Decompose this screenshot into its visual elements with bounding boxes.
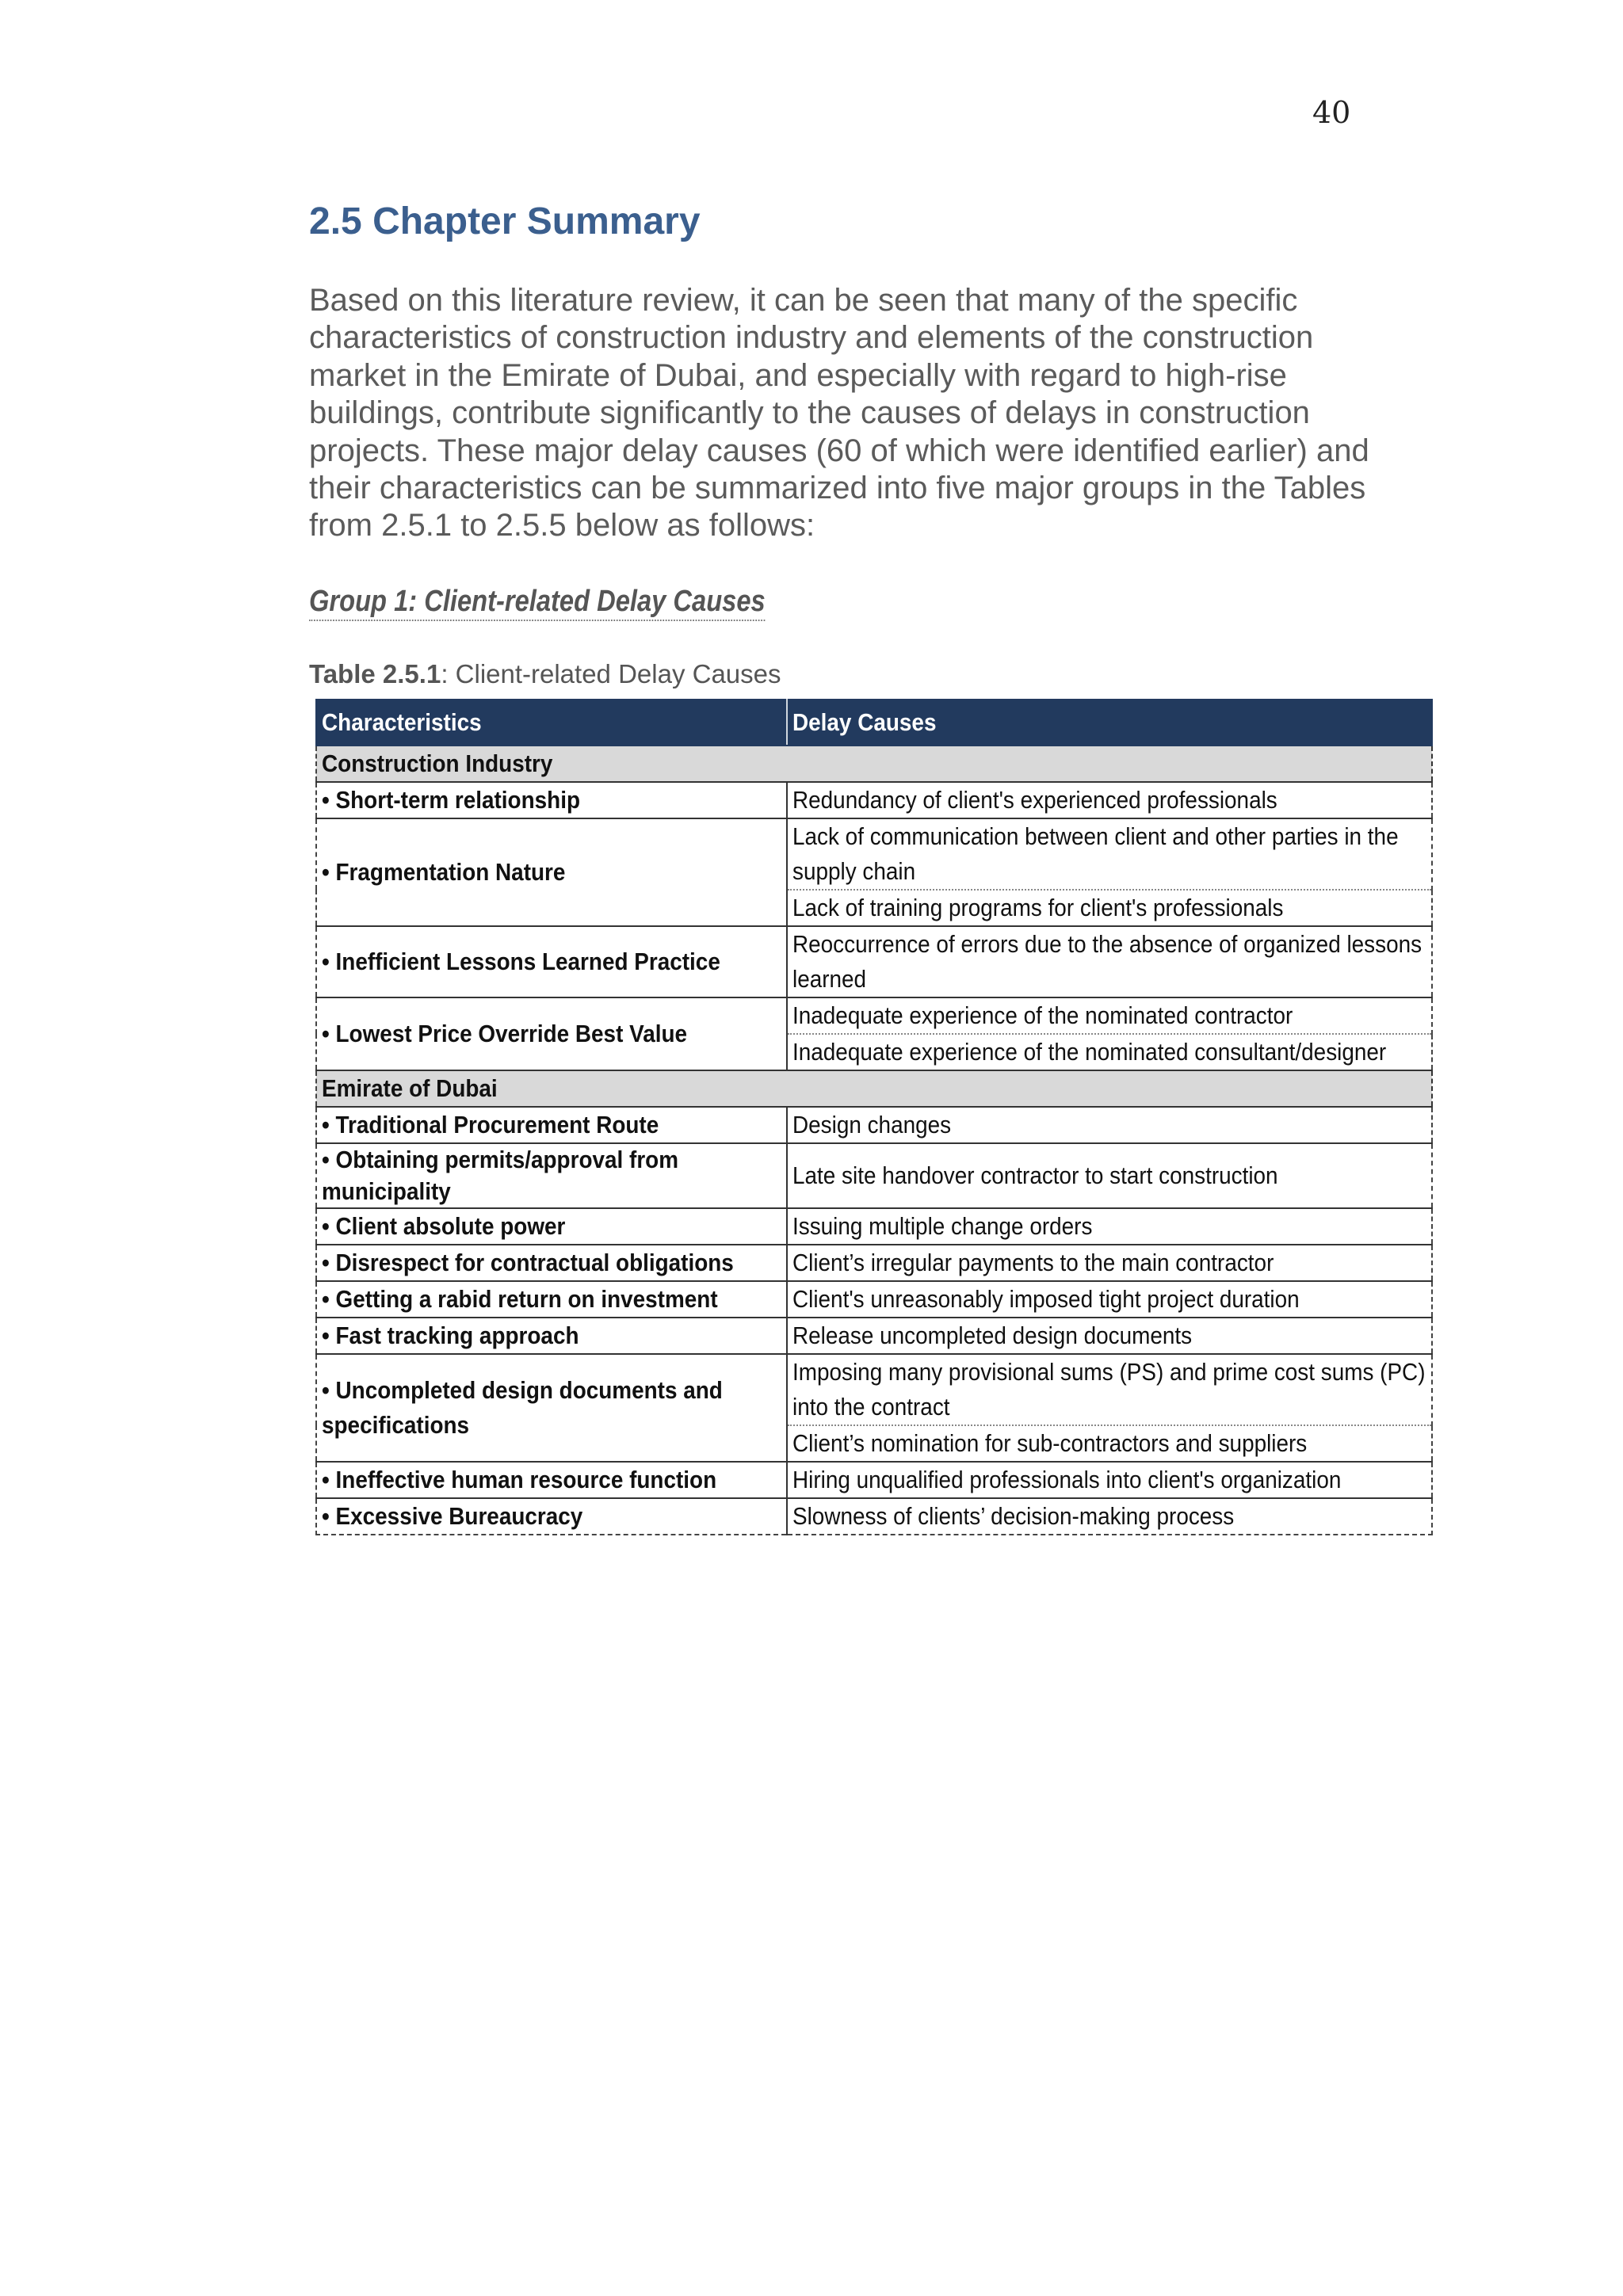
table-row xyxy=(316,1245,1432,1281)
table-caption-label: Table 2.5.1 xyxy=(309,659,441,688)
table-row xyxy=(316,926,1432,997)
delay-causes-table xyxy=(315,699,1431,1535)
group-row-construction-industry: Construction Industry xyxy=(316,746,1432,782)
characteristic-cell: • Getting a rabid return on investment xyxy=(322,1285,718,1313)
delay-cause-cell: Client’s nomination for sub-contractors and suppliers xyxy=(792,1429,1308,1457)
delay-cause-cell: Imposing many provisional sums (PS) and prime cost sums (PC) into the contract xyxy=(792,1358,1426,1421)
table-caption-text: : Client-related Delay Causes xyxy=(441,659,781,688)
summary-paragraph: Based on this literature review, it can be seen that many of the specific characteristics of construction industry and elements of the construction market in the Emirate of Dubai, and especially with regard to high-rise buildings, contribute significantly to the causes of delays in construction projects. These major delay causes (60 of which were identified earlier) and their characteristics can be summarized into five major groups in the Tables from 2.5.1 to 2.5.5 below as follows: xyxy=(309,283,1369,543)
table-row xyxy=(316,818,1432,890)
header-delay-causes: Delay Causes xyxy=(787,700,1432,746)
delay-cause-cell: Reoccurrence of errors due to the absence of organized lessons learned xyxy=(792,930,1423,993)
delay-cause-cell: Slowness of clients’ decision-making process xyxy=(792,1502,1235,1530)
header-characteristics: Characteristics xyxy=(316,700,787,746)
page-number: 40 xyxy=(1312,95,1351,130)
characteristic-cell: • Inefficient Lessons Learned Practice xyxy=(322,948,720,975)
delay-cause-cell: Late site handover contractor to start construction xyxy=(792,1161,1278,1189)
delay-cause-cell: Client’s irregular payments to the main contractor xyxy=(792,1249,1274,1276)
group-row-emirate-of-dubai: Emirate of Dubai xyxy=(316,1070,1432,1107)
table-row xyxy=(316,1143,1432,1208)
delay-cause-cell: Inadequate experience of the nominated consultant/designer xyxy=(792,1038,1387,1066)
characteristic-cell: • Fast tracking approach xyxy=(322,1322,579,1349)
characteristic-cell: • Ineffective human resource function xyxy=(322,1466,717,1493)
delay-cause-cell: Issuing multiple change orders xyxy=(792,1212,1093,1240)
characteristic-cell: • Traditional Procurement Route xyxy=(322,1111,659,1138)
table-row xyxy=(316,782,1432,818)
delay-cause-cell: Lack of communication between client and other parties in the supply chain xyxy=(792,822,1399,885)
characteristic-cell: • Disrespect for contractual obligations xyxy=(322,1249,734,1276)
table-row xyxy=(316,1208,1432,1245)
delay-cause-cell: Client's unreasonably imposed tight project duration xyxy=(792,1285,1300,1313)
delay-cause-cell: Hiring unqualified professionals into client's organization xyxy=(792,1466,1342,1493)
table-row xyxy=(316,1462,1432,1498)
characteristic-cell: • Excessive Bureaucracy xyxy=(322,1502,583,1530)
table-row xyxy=(316,997,1432,1034)
characteristic-cell: • Client absolute power xyxy=(322,1212,566,1240)
table-header-row xyxy=(316,700,1432,746)
delay-cause-cell: Redundancy of client's experienced professionals xyxy=(792,786,1277,814)
delay-cause-cell: Release uncompleted design documents xyxy=(792,1322,1193,1349)
characteristic-cell: • Fragmentation Nature xyxy=(322,858,566,886)
table-row xyxy=(316,1281,1432,1318)
section-title: 2.5 Chapter Summary xyxy=(309,200,701,242)
characteristic-cell: • Obtaining permits/approval from municipality xyxy=(322,1146,679,1205)
characteristic-cell: • Short-term relationship xyxy=(322,786,581,814)
table-row xyxy=(316,1107,1432,1143)
table-row xyxy=(316,1318,1432,1354)
table-row xyxy=(316,1498,1432,1535)
delay-cause-cell: Lack of training programs for client's professionals xyxy=(792,894,1284,921)
characteristic-cell: • Uncompleted design documents and specifications xyxy=(322,1376,723,1439)
table-caption xyxy=(309,659,781,689)
characteristic-cell: • Lowest Price Override Best Value xyxy=(322,1020,688,1047)
delay-cause-cell: Design changes xyxy=(792,1111,952,1138)
delay-cause-cell: Inadequate experience of the nominated contractor xyxy=(792,1001,1293,1029)
table-row xyxy=(316,1354,1432,1425)
group-heading: Group 1: Client-related Delay Causes xyxy=(309,583,766,621)
